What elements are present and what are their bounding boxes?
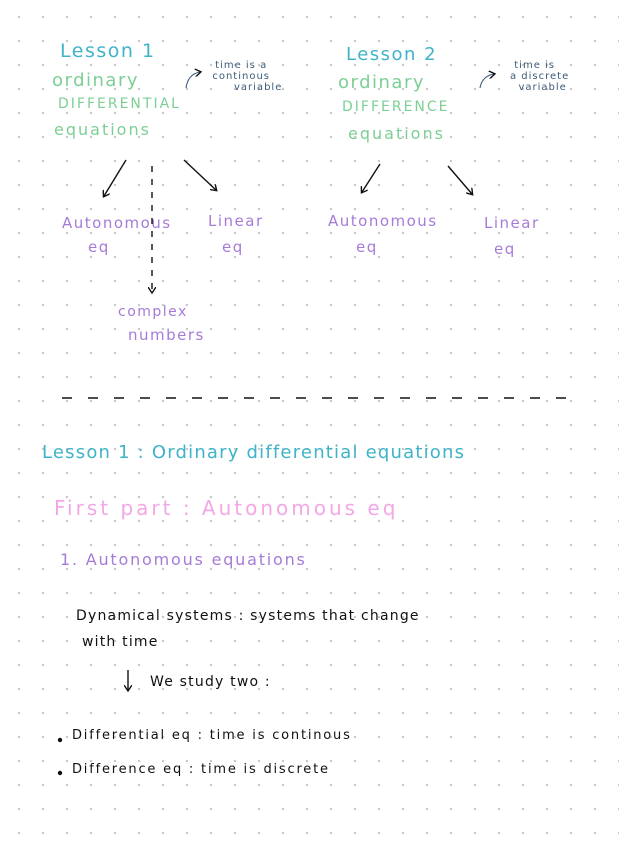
lesson2-line1: ordinary xyxy=(338,72,426,93)
lesson2-branch-linear: Linear xyxy=(484,214,540,232)
lesson2-line2: DIFFERENCE xyxy=(342,99,450,115)
notes-paragraph-line1: Dynamical systems : systems that change xyxy=(76,608,420,624)
arrow-to-lesson2-autonomous xyxy=(362,164,380,192)
notes-bullet-2: Difference eq : time is discrete xyxy=(72,762,330,777)
lesson1-branch-numbers: numbers xyxy=(128,326,205,344)
lesson1-note-line3: variable xyxy=(234,82,283,93)
lesson1-title: Lesson 1 xyxy=(60,40,156,62)
lesson1-branch-autonomous-eq: eq xyxy=(88,238,110,256)
lesson2-branch-autonomous: Autonomous xyxy=(328,212,438,230)
notes-arrow-text: We study two : xyxy=(150,674,271,690)
lesson2-note-line1: time is xyxy=(514,60,556,71)
lesson1-note-line2: continous xyxy=(212,71,270,82)
notes-bullet-1: Differential eq : time is continous xyxy=(72,728,352,743)
lesson1-line2: DIFFERENTIAL xyxy=(58,96,181,112)
arrow-to-lesson1-linear xyxy=(184,160,216,190)
lesson1-note-line1: time is a xyxy=(215,60,268,71)
lesson1-branch-autonomous: Autonomous xyxy=(62,214,172,232)
lesson2-branch-linear-eq: eq xyxy=(494,240,516,258)
lesson2-line3: equations xyxy=(348,124,445,143)
lesson1-line1: ordinary xyxy=(52,70,140,91)
bullet-dot-1 xyxy=(58,738,62,742)
notes-paragraph-line2: with time xyxy=(82,634,159,650)
arrow-to-lesson1-autonomous xyxy=(104,160,126,196)
bullet-dot-2 xyxy=(58,771,62,775)
lesson2-note-line3: variable xyxy=(518,82,567,93)
arrow-lesson2-note xyxy=(480,74,494,88)
arrow-lesson1-note xyxy=(186,72,200,88)
lesson1-line3: equations xyxy=(54,120,151,139)
lesson2-branch-autonomous-eq: eq xyxy=(356,238,378,256)
notes-section-title: 1. Autonomous equations xyxy=(60,550,307,569)
lesson2-note-line2: a discrete xyxy=(510,71,570,82)
lesson2-title: Lesson 2 xyxy=(346,44,438,65)
arrow-to-lesson2-linear xyxy=(448,166,472,194)
notes-heading: Lesson 1 : Ordinary differential equations xyxy=(42,442,466,463)
notes-part-title: First part : Autonomous eq xyxy=(54,496,399,520)
lesson1-branch-linear-eq: eq xyxy=(222,238,244,256)
lesson1-branch-linear: Linear xyxy=(208,212,264,230)
lesson1-branch-complex: complex xyxy=(118,304,188,320)
